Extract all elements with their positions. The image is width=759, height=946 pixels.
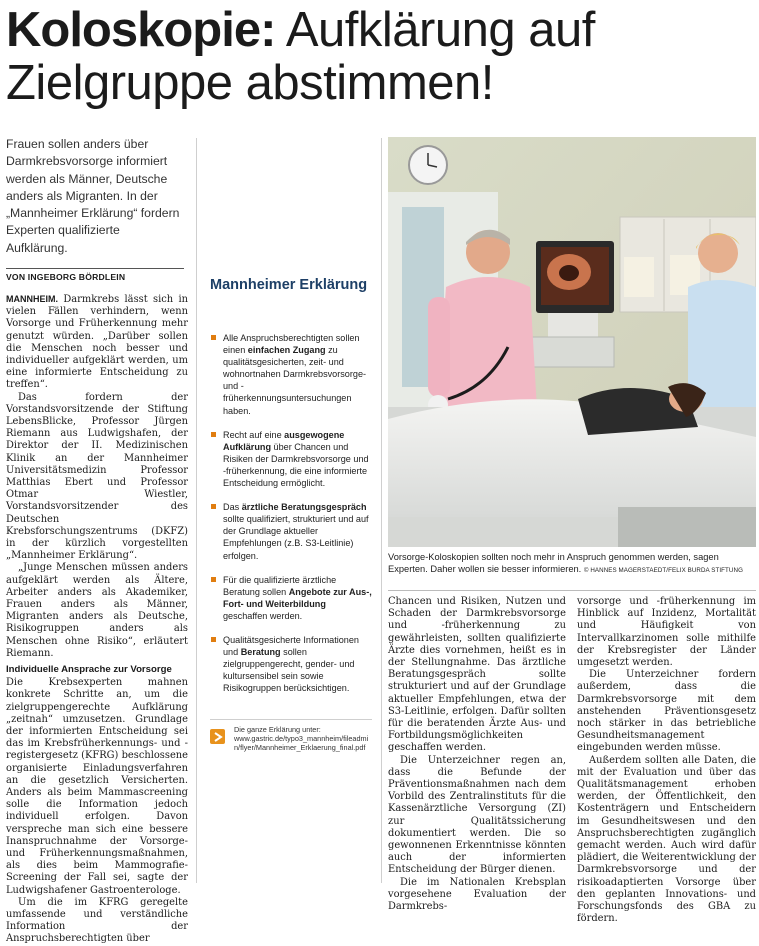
paragraph [6,293,188,392]
paragraph-text: Darmkrebs lässt sich in vielen Fällen verhindern, wenn Vorsorge und Früherkennung mehr genutzt würden. „Darüber sollen die Menschen noch besser und individueller aufgeklärt werden, um eine informierte Entscheidung zu treffen“. [6,294,188,391]
item-emphasis: ausgewogene Aufklärung [223,429,345,452]
list-item [210,429,372,489]
byline: VON INGEBORG BÖRDLEIN [6,268,184,282]
paragraph: Chancen und Risiken, Nutzen und Schaden der Darmkrebsvorsorge und -früherkennung zu gewährleisten, sollten qualifizierte Ärzte dies vornehmen, heißt es in der Stellungnahme. Das ärztliche Beratungsgespräch sollte strukturiert und auf der Grundlage aktueller Empfehlungen, etwa der S3-Leitlinie, erfolgen. Dafür sollten für die beratenden Ärzte Aus- und Fortbildungsmöglichkeiten geschaffen werden. [388,596,566,754]
headline [6,4,756,110]
caption-text: Vorsorge-Koloskopien sollten noch mehr in Anspruch genommen werden, sagen Experten. Daher wollen sie besser informieren. [388,552,719,575]
item-emphasis: Angebote zur Aus-, Fort- und Weiterbildung [223,586,372,609]
article-column-4 [577,596,756,925]
paragraph: Die Unterzeichner fordern außerdem, dass die Darmkrebsvorsorge mit dem anstehenden Präventionsgesetz noch stärker in das betriebliche Gesundheitsmanagement eingebunden werden müsse. [577,669,756,754]
item-text: sollen zielgruppengerecht, gender- und kultursensibel sein sowie Risikogruppen berücksichtigen. [223,647,355,694]
subheading: Individuelle Ansprache zur Vorsorge [6,664,172,676]
headline-keyword: Koloskopie: [6,3,276,57]
headline-line2: Zielgruppe abstimmen! [6,56,494,110]
item-text: geschaffen werden. [223,610,303,621]
item-emphasis: Beratung [240,647,281,658]
photo-credit: © HANNES MAGERSTAEDT/FELIX BURDA STIFTUNG [583,567,743,575]
bullet-icon [211,637,216,642]
paragraph: „Junge Menschen müssen anders aufgeklärt werden als Ältere, Arbeiter anders als Akademiker, Frauen anders als Männer, Migranten anders als Deutsche, Risikogruppen anders als Menschen ohne Risiko“, erläutert Riemann. [6,562,188,659]
item-emphasis: einfachen Zugang [247,345,326,356]
item-text: Recht auf eine [223,429,285,440]
item-text: über Chancen und Risiken der Darmkrebsvorsorge und -früherkennung, die eine informierte Entscheidung ermöglicht. [223,441,369,489]
paragraph: Um die im KFRG geregelte umfassende und verständliche Information der Anspruchsberechtigten über [6,896,188,945]
link-url[interactable]: www.gastric.de/typo3_mannheim/fileadmin/flyer/Mannheimer_Erklaerung_final.pdf [234,734,369,753]
column-divider [381,138,382,883]
item-emphasis: ärztliche Beratungsgespräch [241,502,367,513]
bullet-icon [211,335,216,340]
paragraph: Außerdem sollten alle Daten, die mit der Evaluation und über das Qualitätsmanagement erhoben werden, der Öffentlichkeit, den Kostenträgern und Entscheidern im Gesundheitswesen und den Anspruchsberechtigten zugänglich gemacht werden. Auch wird dafür plädiert, die Weiterentwicklung der Darmkrebsvorsorge und der risikoadaptierten Vorsorge über den geplanten Innovations- und Forschungsfonds des GBA zu fördern. [577,754,756,925]
article-photo [388,137,756,547]
sidebar-box-list [210,332,372,706]
item-text: Alle Anspruchsberechtigten sollen einen [223,333,360,356]
sidebar-box-title: Mannheimer Erklärung [210,277,368,293]
item-text: Für die qualifizierte ärztliche Beratung sollen [223,574,337,597]
paragraph: Die Krebsexperten mahnen konkrete Schritte an, um die zielgruppengerechte Aufklärung „zeitnah“ umzusetzen. Grundlage der informierten Entscheidung sei das im Krebsfrüherkennungs- und -registergesetz (KFRG) beschlossene organisierte Einladungsverfahren an die gesetzlich Versicherten. Anders als beim Mammascreening solle die Information jedoch individuell erfolgen. Davon verspreche man sich eine bessere Inanspruchnahme der Vorsorge- und Früherkennungsmaßnahmen, als dies beim Mammografie-Screening der Fall sei, sagte der Ludwigshafener Gastroenterologe. [6,677,188,896]
item-text: Das [223,502,242,513]
item-text: sollte qualifiziert, strukturiert und auf der Grundlage aktueller Empfehlungen (z.B. S3-Leitlinie) erfolgen. [223,514,369,561]
photo-caption [388,551,756,577]
list-item [210,332,372,417]
headline-rest: Aufklärung auf [275,3,595,57]
link-label: Die ganze Erklärung unter: [234,725,321,734]
item-text: Qualitätsgesicherte Informationen und [223,634,359,658]
sidebar-link[interactable] [210,719,372,753]
bullet-icon [211,504,216,509]
arrow-link-icon [210,729,225,744]
article-column-1 [6,293,188,946]
column-divider [196,138,197,883]
paragraph: Die Unterzeichner regen an, dass die Befunde der Präventionsmaßnahmen nach dem Vorbild des Zentralinstituts für die Kassenärztliche Versorgung (ZI) zur Qualitätssicherung dokumentiert werden. Die so gewonnenen Erkenntnisse könnten auch der informierten Entscheidung der Bürger dienen. [388,754,566,876]
list-item [210,501,372,561]
colonoscopy-scene-image [388,137,756,547]
article-column-3 [388,596,566,913]
bullet-icon [211,432,216,437]
list-item [210,634,372,694]
item-text: zu qualitätsgesicherten, zeit- und wohnortnahen Darmkrebsvorsorge- und -früherkennungsuntersuchungen haben. [223,345,367,416]
paragraph: Die im Nationalen Krebsplan vorgesehene Evaluation der Darmkrebs- [388,876,566,913]
caption-divider [388,590,756,591]
list-item [210,574,372,622]
link-text [234,725,372,753]
paragraph: Das fordern der Vorstandsvorsitzende der Stiftung LebensBlicke, Professor Jürgen Riemann aus Ludwigshafen, der Direktor der II. Medizinischen Klinik an der Mannheimer Universitätsmedizin Professor Matthias Ebert und Professor Otmar Wiestler, Vorstandsvorsitzender des Deutschen Krebsforschungszentrums (DKFZ) in der kürzlich vorgestellten „Mannheimer Erklärung“. [6,391,188,562]
paragraph: vorsorge und -früherkennung im Hinblick auf Inzidenz, Mortalität und Häufigkeit von Intervallkarzinomen solle mithilfe der Krebsregister der Länder umgesetzt werden. [577,596,756,669]
dateline: MANNHEIM. [6,294,58,304]
lead-paragraph: Frauen sollen anders über Darmkrebsvorsorge informiert werden als Männer, Deutsche anders als Migranten. In der „Mannheimer Erklärung“ fordern Experten qualifizierte Aufklärung. [6,137,180,255]
bullet-icon [211,577,216,582]
